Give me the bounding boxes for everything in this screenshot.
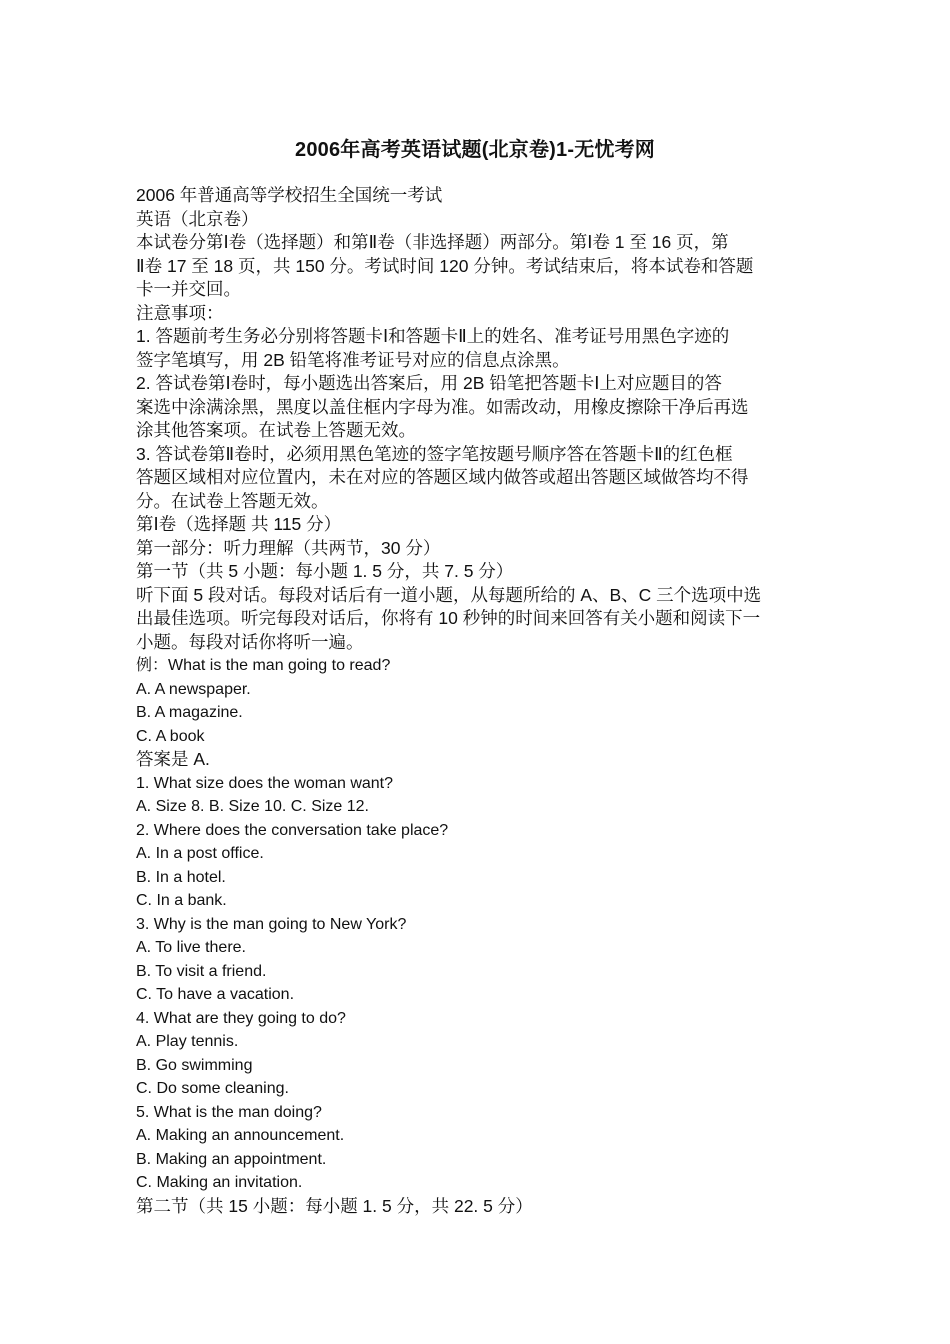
text-line: A. Play tennis. bbox=[136, 1033, 239, 1050]
text-line: 答题区域相对应位置内，未在对应的答题区域内做答或超出答题区域做答均不得 bbox=[136, 467, 749, 487]
text-line: A. Making an announcement. bbox=[136, 1127, 345, 1144]
text-line: A. A newspaper. bbox=[136, 680, 251, 698]
text-line: 例：What is the man going to read? bbox=[136, 657, 391, 674]
text-line: B. Go swimming bbox=[136, 1056, 253, 1074]
text-line: 签字笔填写，用 2B 铅笔将准考证号对应的信息点涂黑。 bbox=[136, 349, 570, 370]
text-line: B. To visit a friend. bbox=[136, 962, 267, 980]
text-line: B. A magazine. bbox=[136, 704, 243, 721]
text-line: 第一部分：听力理解（共两节，30 分） bbox=[136, 537, 441, 558]
text-line: 涂其他答案项。在试卷上答题无效。 bbox=[136, 420, 416, 440]
text-line: 第一节（共 5 小题：每小题 1. 5 分，共 7. 5 分） bbox=[136, 561, 514, 581]
text-line: 3. 答试卷第Ⅱ卷时，必须用黑色笔迹的签字笔按题号顺序答在答题卡Ⅱ的红色框 bbox=[136, 443, 733, 464]
text-line: B. In a hotel. bbox=[136, 868, 226, 886]
text-line: B. Making an appointment. bbox=[136, 1150, 327, 1168]
text-line: 听下面 5 段对话。每段对话后有一道小题，从每题所给的 A、B、C 三个选项中选 bbox=[136, 584, 762, 605]
document-title: 2006年高考英语试题(北京卷)1-无忧考网 bbox=[295, 139, 655, 161]
text-line: C. In a bank. bbox=[136, 892, 227, 909]
text-line: C. A book bbox=[136, 727, 205, 745]
text-line: Ⅱ卷 17 至 18 页，共 150 分。考试时间 120 分钟。考试结束后，将本试卷和答题 bbox=[136, 255, 754, 276]
text-line: 卡一并交回。 bbox=[136, 279, 241, 299]
text-line: C. To have a vacation. bbox=[136, 986, 295, 1003]
text-line: C. Do some cleaning. bbox=[136, 1080, 289, 1097]
text-line: 2006 年普通高等学校招生全国统一考试 bbox=[136, 185, 443, 205]
text-line: 案选中涂满涂黑，黑度以盖住框内字母为准。如需改动，用橡皮擦除干净后再选 bbox=[136, 396, 749, 417]
text-line: 3. Why is the man going to New York? bbox=[136, 915, 407, 933]
text-line: 第二节（共 15 小题：每小题 1. 5 分，共 22. 5 分） bbox=[136, 1195, 533, 1216]
text-line: 答案是 A. bbox=[136, 749, 210, 769]
text-line: 注意事项： bbox=[136, 302, 224, 323]
text-line: 4. What are they going to do? bbox=[136, 1009, 346, 1027]
text-line: 2. 答试卷第Ⅰ卷时，每小题选出答案后，用 2B 铅笔把答题卡Ⅰ上对应题目的答 bbox=[136, 373, 722, 393]
document-body bbox=[136, 184, 820, 1218]
text-line: 2. Where does the conversation take place? bbox=[136, 821, 449, 839]
text-line: C. Making an invitation. bbox=[136, 1174, 303, 1191]
text-line: 分。在试卷上答题无效。 bbox=[136, 490, 329, 511]
text-line: 英语（北京卷） bbox=[136, 208, 259, 229]
text-line: A. In a post office. bbox=[136, 845, 264, 862]
text-line: 1. What size does the woman want? bbox=[136, 774, 394, 792]
text-line: A. To live there. bbox=[136, 939, 246, 956]
text-line: 1. 答题前考生务必分别将答题卡Ⅰ和答题卡Ⅱ上的姓名、准考证号用黑色字迹的 bbox=[136, 326, 730, 346]
text-line: 本试卷分第Ⅰ卷（选择题）和第Ⅱ卷（非选择题）两部分。第Ⅰ卷 1 至 16 页，第 bbox=[136, 232, 729, 252]
text-line: 5. What is the man doing? bbox=[136, 1103, 322, 1121]
text-line: 出最佳选项。听完每段对话后，你将有 10 秒钟的时间来回答有关小题和阅读下一 bbox=[136, 608, 761, 628]
text-line: 第Ⅰ卷（选择题 共 115 分） bbox=[136, 514, 342, 534]
text-line: 小题。每段对话你将听一遍。 bbox=[136, 631, 364, 652]
text-line: A. Size 8. B. Size 10. C. Size 12. bbox=[136, 798, 369, 815]
